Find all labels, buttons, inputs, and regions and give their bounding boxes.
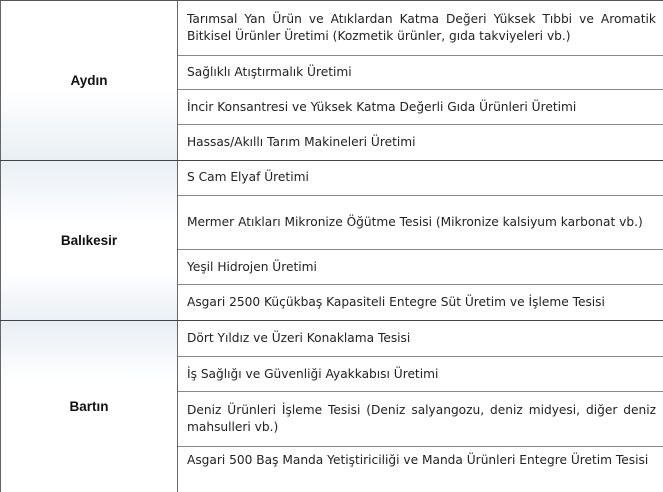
project-item: İncir Konsantresi ve Yüksek Katma Değerli Gıda Ürünleri Üretimi: [178, 90, 663, 125]
region-name: Aydın: [70, 73, 108, 88]
region-name-cell: [0, 1, 178, 160]
region-name: Balıkesir: [60, 233, 118, 248]
project-item: Dört Yıldız ve Üzeri Konaklama Tesisi: [178, 321, 663, 357]
region-group-aydin: [0, 1, 663, 161]
project-item: S Cam Elyaf Üretimi: [178, 161, 663, 196]
project-item: Sağlıklı Atıştırmalık Üretimi: [178, 56, 663, 91]
project-item: Asgari 2500 Küçükbaş Kapasiteli Entegre Süt Üretim ve İşleme Tesisi: [187, 295, 605, 310]
region-group-balikesir: [0, 161, 663, 321]
region-name-cell: [0, 321, 178, 492]
region-name: Bartın: [69, 399, 109, 414]
project-item: Asgari 500 Baş Manda Yetiştiriciliği ve Manda Ürünleri Entegre Üretim Tesisi: [187, 453, 649, 467]
project-item: Tarımsal Yan Ürün ve Atıklardan Katma Değeri Yüksek Tıbbi ve Aromatik Bitkisel Ürünler Üretimi (Kozmetik ürünler, gıda takviyeleri vb.): [178, 1, 663, 56]
region-group-bartin: [0, 321, 663, 492]
region-name-cell: [0, 161, 178, 320]
project-item: Yeşil Hidrojen Üretimi: [178, 250, 663, 285]
project-list: [178, 161, 663, 320]
project-list: [178, 1, 663, 160]
project-item: Deniz Ürünleri İşleme Tesisi (Deniz salyangozu, deniz midyesi, diğer deniz mahsulleri vb.): [178, 392, 663, 447]
project-list: [178, 321, 663, 492]
project-item: İş Sağlığı ve Güvenliği Ayakkabısı Üretimi: [178, 357, 663, 392]
project-item: Mermer Atıkları Mikronize Öğütme Tesisi (Mikronize kalsiyum karbonat vb.): [178, 196, 663, 251]
project-item: Hassas/Akıllı Tarım Makineleri Üretimi: [187, 135, 416, 150]
